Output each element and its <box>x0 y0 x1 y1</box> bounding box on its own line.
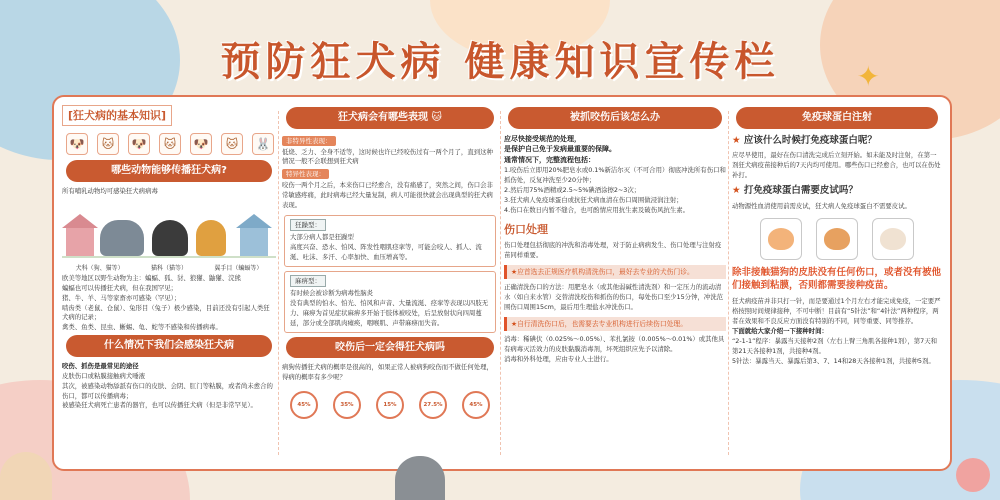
animal-label: 犬科（狗、猫等） <box>75 265 124 273</box>
sub-heading: 咬伤、抓伤是最常见的途径 <box>62 361 139 370</box>
rabbit-icon: 🐰 <box>252 133 274 155</box>
step-text: 4.伤口在数日内暂不缝合，也可酌情应用抗生素及破伤风抗生素。 <box>504 205 690 214</box>
question-text: 打免疫球蛋白需要皮试吗？ <box>743 184 858 196</box>
sub-heading: 下面就给大家介绍一下接种时间： <box>732 326 828 335</box>
section-header: 被抓咬伤后该怎么办 <box>508 107 722 129</box>
puppy-illustration <box>395 456 445 500</box>
text-block: 伤口处理包括彻底的冲洗和消毒处理，对于防止病病发生、伤口处理与注射疫苗同样重要。 <box>504 240 722 259</box>
column-symptoms <box>282 105 498 461</box>
column-treatment <box>504 105 726 461</box>
text-block: 有时候会被诊断为病毒性脑炎 <box>290 289 374 298</box>
star-icon: ★ <box>732 134 741 146</box>
text-block: 消毒：稀碘伏（0.025%～0.05%）、苯扎氯铵（0.005%～0.01%）或其他具有病毒灭活效力的皮肤黏膜消毒剂，坏死组织应先予以清除。 <box>504 335 725 354</box>
percent-circle: 15% <box>376 391 404 419</box>
text-block: 低烧、乏力、全身不适等，这时候也许已经咬伤过有一两个月了，直到这种情况一般不会联想到狂犬病 <box>282 147 493 166</box>
dog-icon: 🐶 <box>66 133 88 155</box>
text-block: 大部分病人都是狂躁型 <box>290 233 354 242</box>
column-immunoglobulin <box>732 105 942 461</box>
box-heading: 麻痹型： <box>290 275 326 287</box>
section-header-label: 狂犬病会有哪些表现 <box>338 112 429 123</box>
text-block: 咬伤一两个月之后，本来伤口已经愈合，没有痛感了，突然之间，伤口会非常敏感疼痛，此时病毒已经大量复制，病人可能很快就会出现典型的狂犬病表现。 <box>282 181 493 210</box>
animal-illustration <box>62 200 276 262</box>
text-block: 动物源性血清使用前需皮试，狂犬病人免疫球蛋白不需要皮试。 <box>732 201 911 210</box>
dog-icon: 🐶 <box>190 133 212 155</box>
box-heading: 狂躁型： <box>290 219 326 231</box>
flower-decoration <box>956 458 990 492</box>
cat-icon <box>872 218 914 260</box>
percent-circle: 45% <box>462 391 490 419</box>
section-header: 免疫球蛋白注射 <box>736 107 938 129</box>
corgi-illustration <box>0 452 52 500</box>
dog-illustration <box>100 220 144 256</box>
dog-illustration <box>152 220 188 256</box>
divider <box>728 111 729 455</box>
content-board <box>52 95 952 471</box>
question-text: 应该什么时候打免疫球蛋白呢？ <box>743 134 877 146</box>
animal-label: 猫科（猫等） <box>150 265 187 273</box>
text-block: 应尽早使用，最好在伤口清洗完成后立刻开始。如未能及时注射，在第一剂狂犬病疫苗接种后的7天内均可使用。哪些伤口已经愈合，也可以在伤处补打。 <box>732 151 941 180</box>
dog-icon <box>816 218 858 260</box>
percent-circle: 27.5% <box>419 391 447 419</box>
animal-icons-row <box>66 133 276 155</box>
text-block: 皮肤伤口或粘膜接触病犬唾液 <box>62 371 146 380</box>
house-icon <box>66 228 94 256</box>
question <box>732 184 942 199</box>
section-header: 咬伤后一定会得狂犬病吗 <box>286 337 494 359</box>
ground <box>62 256 276 258</box>
intro-text: 所有哺乳动物均可感染狂犬病病毒 <box>62 186 158 195</box>
text-block: 猪、牛、羊、马等家畜亦可感染（罕见）； <box>62 293 181 302</box>
cat-icon: 🐱 <box>431 112 442 123</box>
text-block: “2-1-1”程序：暴露当天接种2剂（左右上臂三角肌各接种1剂），第7天和第21天各接种1剂，共接种4剂。 <box>732 336 937 355</box>
dog-icon: 🐶 <box>128 133 150 155</box>
column-basics <box>62 105 276 461</box>
highlight-note: ★应首选去正规医疗机构清洗伤口，最好去专业的犬伤门诊。 <box>504 265 726 280</box>
section-title: [狂犬病的基本知识] <box>62 105 172 126</box>
step-text: 2.然后用75%酒精或2.5~5%碘酒涂擦2~3次； <box>504 185 641 194</box>
percent-circle: 35% <box>333 391 361 419</box>
section-header <box>286 107 494 129</box>
text-block: 其次，被感染动物舔舐有伤口的皮肤、会阴、肛门等粘膜，或者尚未愈合的伤口，都可以传播病毒； <box>62 381 273 400</box>
tag-label: 非特异性表现： <box>282 136 336 146</box>
text-block: 禽类、鱼类、昆虫、蜥蜴、龟、蛇等不感染和传播病毒。 <box>62 323 222 332</box>
warning-text: 除非接触猫狗的皮肤没有任何伤口，或者没有被他们接触到粘膜，否则都需要接种疫苗。 <box>732 266 942 292</box>
percent-circle: 45% <box>290 391 318 419</box>
sparkle-icon: ✦ <box>856 60 880 93</box>
sub-heading: 伤口处理 <box>504 222 548 236</box>
dog-illustration <box>196 220 226 256</box>
divider <box>500 111 501 455</box>
step-text: 1.咬伤后立即用20%肥皂水或0.1%新洁尔灭（不可合用）彻底冲洗所有伤口和抓伤处，反复冲洗至少20分钟； <box>504 166 726 184</box>
text-block: 高度兴奋、恐水、怕风、阵发性咽肌痉挛等，可能会咬人、抓人、流涎、吐沫、多汗、心率加快、血压增高等。 <box>290 243 482 262</box>
text-block: 没有典型的怕水、怕光、怕风和声音、大量流涎、痉挛等表现以四肢无力、麻痹为首见症状麻痹多开始于肢体被咬处，后呈放射状向四周蔓延，部分或全部肌肉瘫痪，咽喉肌、声带麻痹而失音。 <box>290 299 489 327</box>
info-box <box>284 271 496 333</box>
highlight-note: ★自行清洗伤口后，也需要去专业机构进行后续伤口处理。 <box>504 317 726 332</box>
dog-face <box>824 228 850 250</box>
cat-face <box>768 228 794 250</box>
question <box>732 134 942 149</box>
text-block: 欧美等地区以野生动物为主：蝙蝠、狐、豺、狼獾、鼬獾、浣熊 <box>62 273 241 282</box>
animal-labels <box>62 264 276 273</box>
text-block: 啮齿类（老鼠、仓鼠）、兔形目（兔子）极少感染，目前还没有引起人类狂犬病的记录； <box>62 303 270 322</box>
text-block: 5针法：暴露当天、暴露后第3、7、14和28天各接种1剂，共接种5剂。 <box>732 356 935 365</box>
pet-faces <box>732 218 942 260</box>
text-block: 正确清洗伤口的方法：用肥皂水（或其他弱碱性清洗剂）和一定压力的流动清水（如自来水管）交替清洗咬伤和抓伤的伤口，每处伤口至少15分钟，冲洗范围伤口周围15cm，最后用生理盐水冲洗伤口。 <box>504 283 724 311</box>
text-block: 病狗传播狂犬病的概率是很高的，如果正常人被病狗咬伤而不做任何处理，得病的概率有多少呢？ <box>282 363 493 382</box>
cat-face <box>880 228 906 250</box>
cat-icon: 🐱 <box>97 133 119 155</box>
page-title: 预防狂犬病 健康知识宣传栏 <box>220 39 780 85</box>
house-icon <box>240 228 268 256</box>
tag-label: 特异性表现： <box>282 169 329 179</box>
divider <box>278 111 279 455</box>
section-header: 哪些动物能够传播狂犬病? <box>66 160 272 182</box>
text-block: 被感染狂犬病死亡患者的器官，也可以传播狂犬病（但是非常罕见）。 <box>62 401 257 410</box>
cat-icon: 🐱 <box>159 133 181 155</box>
cat-icon: 🐱 <box>221 133 243 155</box>
lead-text: 应尽快接受规范的处理， 是保护自己免于发病最重要的保障。 通常情况下，完整流程包括： <box>504 134 616 165</box>
step-text: 3.狂犬病人免疫球蛋白或抗狂犬病血清在伤口周围做浸润注射； <box>504 195 683 204</box>
text-block: 蝙蝠也可以传播狂犬病，但在我国罕见； <box>62 283 178 292</box>
info-box <box>284 215 496 267</box>
section-header: 什么情况下我们会感染狂犬病 <box>66 335 272 357</box>
text-block: 消毒和外科处理，应由专业人士进行。 <box>504 355 613 364</box>
probability-circles <box>282 391 498 419</box>
star-icon: ★ <box>732 184 741 196</box>
cat-icon <box>760 218 802 260</box>
text-block: 狂犬病疫苗并非只打一针，而是要通过1个月左右才能完成免疫，一定要严格按照时间规律接种，不可中断！目前有“5针法”和“4针法”两种程序，两者在效果和不良反应方面没有特别的不同，同等重要、同等推荐。 <box>732 297 941 325</box>
animal-label: 翼手目（蝙蝠等） <box>214 265 263 273</box>
